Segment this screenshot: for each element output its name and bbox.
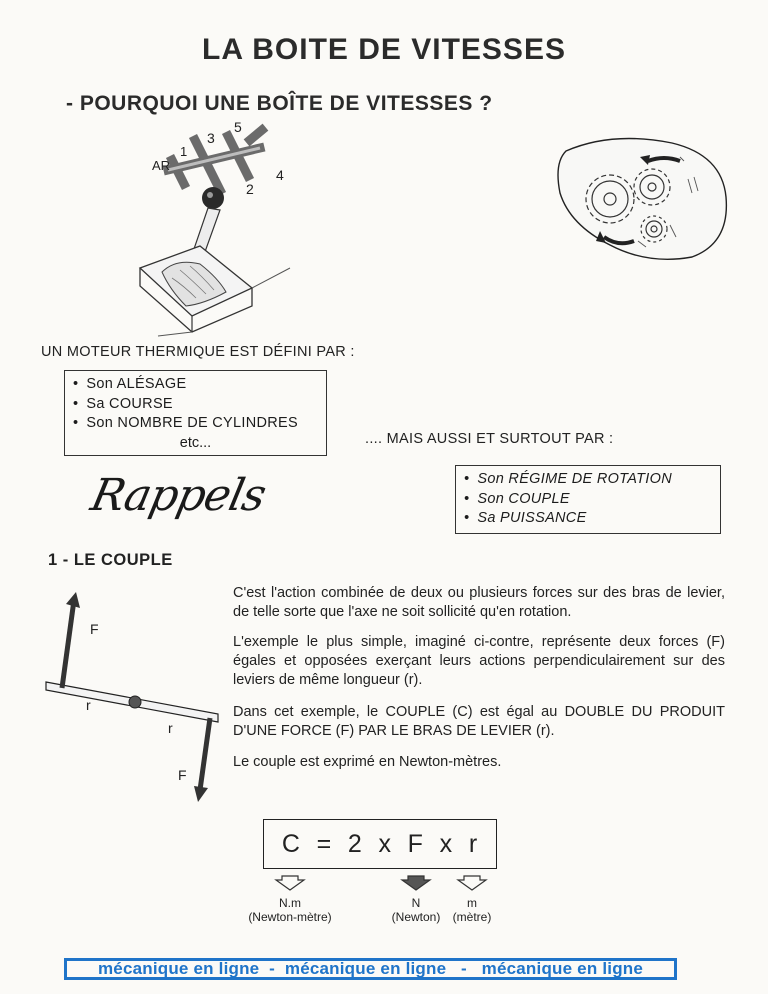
down-arrow-icon — [276, 876, 304, 890]
down-arrow-icon — [458, 876, 486, 890]
couple-formula-box — [263, 819, 497, 869]
formula-f: F — [407, 829, 424, 858]
engine-specs-box — [64, 370, 327, 456]
formula-two: 2 — [347, 829, 363, 858]
gear-shift-illustration — [100, 118, 300, 340]
gear-label-1: 1 — [180, 144, 188, 159]
down-arrow-icon — [402, 876, 430, 890]
footer-banner[interactable]: mécanique en ligne - mécanique en ligne - mécanique en ligne — [64, 958, 677, 980]
engine-characteristics-box — [455, 465, 721, 534]
moteur-label: UN MOTEUR THERMIQUE EST DÉFINI PAR : — [41, 344, 355, 360]
characteristic-item: • Son COUPLE — [464, 490, 714, 510]
force-arrow-down-icon — [200, 718, 210, 790]
pivot-axis — [129, 696, 141, 708]
paragraph: Le couple est exprimé en Newton-mètres. — [233, 754, 502, 770]
formula-times: x — [439, 829, 454, 858]
force-label-bottom: F — [178, 767, 187, 783]
mais-aussi-label: .... MAIS AUSSI ET SURTOUT PAR : — [365, 431, 614, 447]
etc-text: etc... — [179, 434, 212, 451]
page-title: LA BOITE DE VITESSES — [202, 33, 566, 66]
lever-label-left: r — [86, 697, 91, 713]
gear-label-5: 5 — [234, 119, 242, 135]
section-heading-couple: 1 - LE COUPLE — [48, 551, 173, 569]
characteristic-item: • Son RÉGIME DE ROTATION — [464, 470, 714, 490]
unit-newton-metre: N.m (Newton-mètre) — [248, 896, 332, 924]
force-label-top: F — [90, 621, 99, 637]
section-heading: - POURQUOI UNE BOÎTE DE VITESSES ? — [66, 92, 493, 115]
unit-metre: m (mètre) — [452, 896, 492, 924]
rappels-heading: Rappels — [86, 470, 270, 521]
spec-item: • Son NOMBRE DE CYLINDRES — [73, 414, 320, 434]
gears-illustration — [552, 133, 730, 263]
gear-label-3: 3 — [207, 130, 215, 146]
gear-label-ar: AR — [152, 158, 171, 173]
formula-r: r — [468, 829, 479, 858]
spec-item: • Son ALÉSAGE — [73, 375, 320, 395]
gear-label-4: 4 — [276, 167, 284, 183]
characteristic-item: • Sa PUISSANCE — [464, 509, 714, 529]
lever-label-right: r — [168, 720, 173, 736]
paragraph: Dans cet exemple, le COUPLE (C) est égal au DOUBLE DU PRODUIT D'UNE FORCE (F) PAR LE BRAS DE LEVIER (r). — [233, 704, 725, 739]
unit-arrows — [270, 874, 500, 894]
formula-times: x — [378, 829, 392, 858]
force-arrow-up-icon — [62, 600, 74, 688]
formula-equals: = — [316, 829, 333, 858]
paragraph: C'est l'action combinée de deux ou plusieurs forces sur des bras de levier, de telle sorte que l'axe ne soit sollicité qu'en rotation. — [233, 585, 725, 620]
formula-c: C — [281, 829, 301, 858]
spec-item: • Sa COURSE — [73, 395, 320, 415]
paragraph: L'exemple le plus simple, imaginé ci-contre, représente deux forces (F) égales et opposées exerçant leurs actions perpendiculairement sur des leviers de même longueur (r). — [233, 634, 725, 688]
couple-lever-diagram — [42, 590, 224, 804]
unit-newton: N (Newton) — [391, 896, 441, 924]
shift-knob — [202, 187, 224, 209]
gear-label-2: 2 — [246, 181, 254, 197]
